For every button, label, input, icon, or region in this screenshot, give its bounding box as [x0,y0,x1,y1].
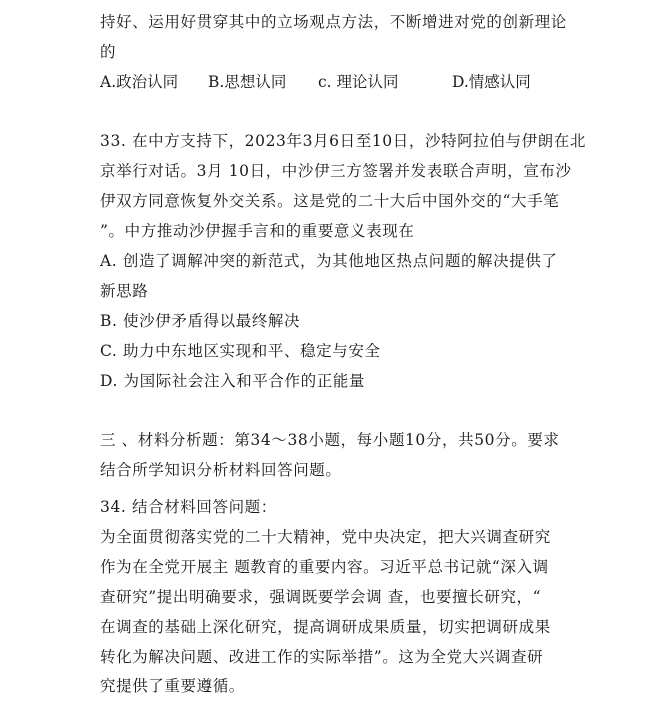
q34-material-line-6: 究提供了重要遵循。 [100,677,245,695]
section3-heading-line-2: 结合所学知识分析材料回答问题。 [100,461,342,479]
q32-text-line-1: 持好、运用好贯穿其中的立场观点方法，不断增进对党的创新理论 [100,13,567,31]
q33-stem-line-3: 伊双方同意恢复外交关系。这是党的二十大后中国外交的“大手笔 [100,192,560,210]
q32-option-d: D.情感认同 [452,73,531,91]
q32-option-a: A.政治认同 [100,73,179,91]
q33-option-c: C. 助力中东地区实现和平、稳定与安全 [100,342,381,360]
q33-option-a-line-1: A. 创造了调解冲突的新范式，为其他地区热点问题的解决提供了 [100,252,558,270]
q32-text-line-2: 的 [100,43,117,61]
q34-title: 34. 结合材料回答问题： [100,498,277,516]
q34-material-line-3: 查研究”提出明确要求，强调既要学会调 查，也要擅长研究，“ [100,588,542,606]
q32-options-row [100,71,570,93]
q34-material-line-5: 转化为解决问题、改进工作的实际举措”。这为全党大兴调查研 [100,648,544,666]
q32-option-b: B.思想认同 [208,73,287,91]
section3-heading-line-1: 三 、材料分析题：第34～38小题，每小题10分，共50分。要求 [100,431,560,449]
q34-material-line-1: 为全面贯彻落实党的二十大精神，党中央决定，把大兴调查研究 [100,528,551,546]
q32-option-c: c. 理论认同 [318,73,399,91]
q34-material-line-4: 在调查的基础上深化研究，提高调研成果质量，切实把调研成果 [100,618,551,636]
q34-material-line-2: 作为在全党开展主 题教育的重要内容。习近平总书记就“深入调 [100,558,549,576]
q33-stem-line-1: 33. 在中方支持下，2023年3月6日至10日，沙特阿拉伯与伊朗在北 [100,132,586,150]
q33-option-b: B. 使沙伊矛盾得以最终解决 [100,312,301,330]
q33-stem-line-2: 京举行对话。3月 10日，中沙伊三方签署并发表联合声明，宣布沙 [100,162,572,180]
q33-option-d: D. 为国际社会注入和平合作的正能量 [100,372,366,390]
q33-stem-line-4: ”。中方推动沙伊握手言和的重要意义表现在 [100,222,415,240]
q33-option-a-line-2: 新思路 [100,282,149,300]
